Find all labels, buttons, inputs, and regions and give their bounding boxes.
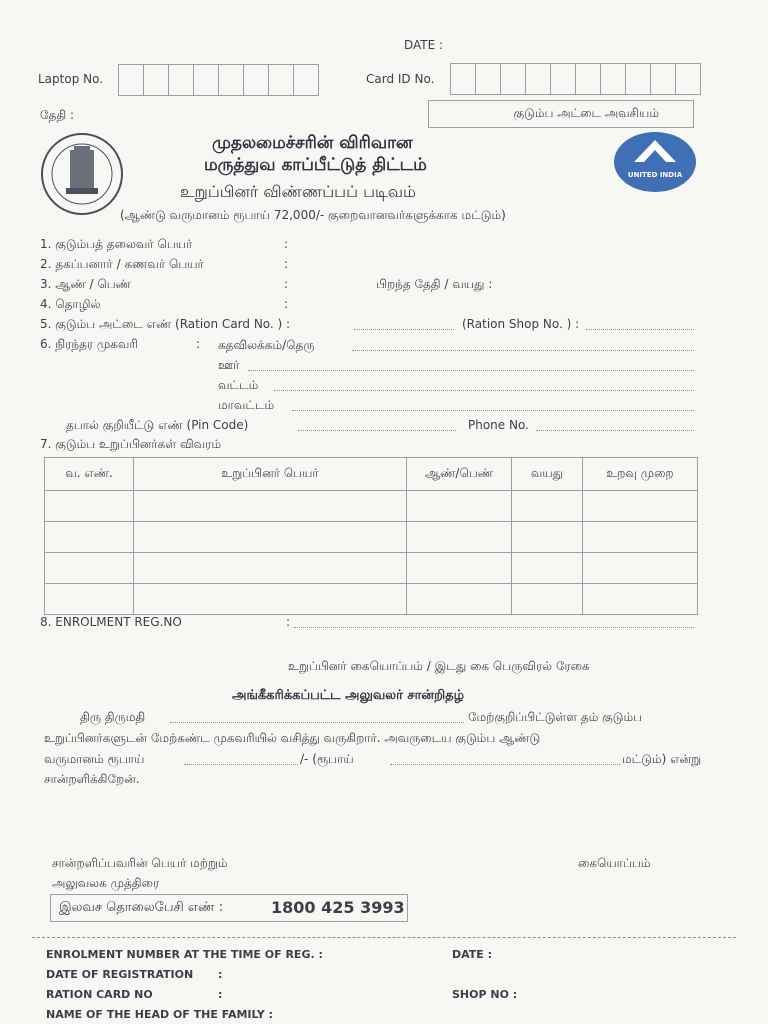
cert-line-3b: /- (ரூபாய் — [300, 752, 354, 766]
cert-line-2: உறுப்பினர்களுடன் மேற்கண்ட முகவரியில் வசித்து வருகிறார். அவருடைய குடும்ப ஆண்டு — [44, 731, 541, 745]
family-members-table — [44, 457, 698, 615]
family-members-heading: 7. குடும்ப உறுப்பினர்கள் விவரம் — [40, 437, 221, 451]
field-colon-3: : — [284, 277, 289, 291]
enrolment-colon: : — [286, 615, 291, 629]
family-card-required-text: குடும்ப அட்டை அவசியம் — [513, 106, 659, 120]
cert-line-1a: திரு திருமதி — [80, 710, 146, 724]
address-town-label: ஊர் — [218, 358, 240, 372]
table-row[interactable] — [45, 491, 698, 522]
field-colon-4: : — [284, 297, 289, 311]
address-district-line[interactable] — [292, 410, 694, 411]
table-row[interactable] — [45, 553, 698, 584]
table-row[interactable] — [45, 522, 698, 553]
card-id-label: Card ID No. — [366, 72, 435, 86]
field-permanent-address: 6. நிரந்தர முகவரி — [40, 337, 139, 351]
footer-colon-2: : — [218, 988, 223, 1001]
date-label: DATE : — [404, 38, 444, 52]
cert-line-3a: வருமானம் ரூபாய் — [44, 752, 145, 766]
field-ration-card: 5. குடும்ப அட்டை எண் (Ration Card No. ) : — [40, 317, 291, 331]
phone-label: Phone No. — [468, 418, 529, 432]
toll-free-label: இலவச தொலைபேசி எண் : — [59, 900, 224, 915]
cut-line — [32, 937, 736, 938]
title-line-1: முதலமைச்சரின் விரிவான — [212, 133, 413, 153]
col-age: வயது — [512, 458, 583, 491]
address-taluk-label: வட்டம் — [218, 378, 259, 392]
footer-enrolment-time: ENROLMENT NUMBER AT THE TIME OF REG. : — [46, 948, 323, 961]
officer-name-seal-2: அலுவலக முத்திரை — [52, 876, 160, 890]
officer-signature-label: கையொப்பம் — [578, 856, 651, 870]
footer-date-registration: DATE OF REGISTRATION — [46, 968, 194, 981]
cert-line-4: சான்றளிக்கிறேன். — [44, 772, 140, 786]
table-row[interactable] — [45, 584, 698, 615]
toll-free-number: 1800 425 3993 — [271, 898, 405, 917]
officer-name-seal-1: சான்றளிப்பவரின் பெயர் மற்றும் — [52, 856, 228, 870]
card-id-boxes[interactable] — [450, 63, 701, 95]
cert-name-line[interactable] — [170, 722, 464, 723]
cert-income-line[interactable] — [184, 764, 298, 765]
footer-shop-no: SHOP NO : — [452, 988, 518, 1001]
address-taluk-line[interactable] — [274, 390, 694, 391]
field-colon-6: : — [196, 337, 201, 351]
col-serial: வ. எண். — [45, 458, 134, 491]
member-signature-label: உறுப்பினர் கையொப்பம் / இடது கை பெருவிரல் ரேகை — [288, 659, 590, 673]
enrolment-reg-label: 8. ENROLMENT REG.NO — [40, 615, 182, 629]
field-father-name: 2. தகப்பனார் / கணவர் பெயர் — [40, 257, 204, 271]
cert-income-words-line[interactable] — [390, 764, 620, 765]
thethi-label: தேதி : — [40, 108, 75, 122]
field-colon-1: : — [284, 237, 289, 251]
title-line-2: மருத்துவ காப்பீட்டுத் திட்டம் — [204, 155, 427, 175]
field-colon-2: : — [284, 257, 289, 271]
col-member-name: உறுப்பினர் பெயர் — [134, 458, 407, 491]
address-town-line[interactable] — [248, 370, 694, 371]
col-relationship: உறவு முறை — [583, 458, 698, 491]
toll-free-box — [50, 894, 408, 922]
laptop-no-label: Laptop No. — [38, 72, 104, 86]
enrolment-reg-line[interactable] — [294, 627, 694, 628]
field-gender: 3. ஆண் / பெண் — [40, 277, 131, 291]
footer-colon-1: : — [218, 968, 223, 981]
address-district-label: மாவட்டம் — [218, 398, 275, 412]
laptop-no-boxes[interactable] — [118, 64, 319, 96]
pin-code-label: தபால் குறியீட்டு எண் (Pin Code) — [66, 418, 249, 432]
table-header-row — [45, 458, 698, 491]
col-gender: ஆண்/பெண் — [407, 458, 512, 491]
footer-date: DATE : — [452, 948, 493, 961]
united-india-text: UNITED INDIA — [627, 171, 683, 179]
title-line-4: (ஆண்டு வருமானம் ரூபாய் 72,000/- குறைவானவர்களுக்காக மட்டும்) — [120, 208, 506, 222]
field-occupation: 4. தொழில் — [40, 297, 101, 311]
umbrella-icon — [614, 132, 696, 172]
address-street-label: கதவிலக்கம்/தெரு — [218, 338, 315, 352]
field-dob-age: பிறந்த தேதி / வயது : — [376, 277, 493, 291]
pin-code-line[interactable] — [298, 430, 456, 431]
title-line-3: உறுப்பினர் விண்ணப்பப் படிவம் — [180, 182, 416, 201]
phone-line[interactable] — [536, 430, 694, 431]
field-head-name: 1. குடும்பத் தலைவர் பெயர் — [40, 237, 193, 251]
ration-shop-line[interactable] — [586, 329, 694, 330]
cert-line-1b: மேற்குறிப்பிட்டுள்ள தம் குடும்ப — [468, 710, 643, 724]
field-ration-shop: (Ration Shop No. ) : — [462, 317, 580, 331]
footer-head-family: NAME OF THE HEAD OF THE FAMILY : — [46, 1008, 273, 1021]
united-india-logo — [614, 132, 696, 192]
address-street-line[interactable] — [352, 350, 694, 351]
ration-card-line[interactable] — [354, 329, 454, 330]
cert-line-3c: மட்டும்) என்று — [622, 752, 702, 766]
family-card-required-box — [428, 100, 694, 128]
emblem-tamilnadu-icon — [40, 132, 124, 216]
certificate-heading: அங்கீகரிக்கப்பட்ட அலுவலர் சான்றிதழ் — [232, 688, 465, 703]
footer-ration-card: RATION CARD NO — [46, 988, 153, 1001]
